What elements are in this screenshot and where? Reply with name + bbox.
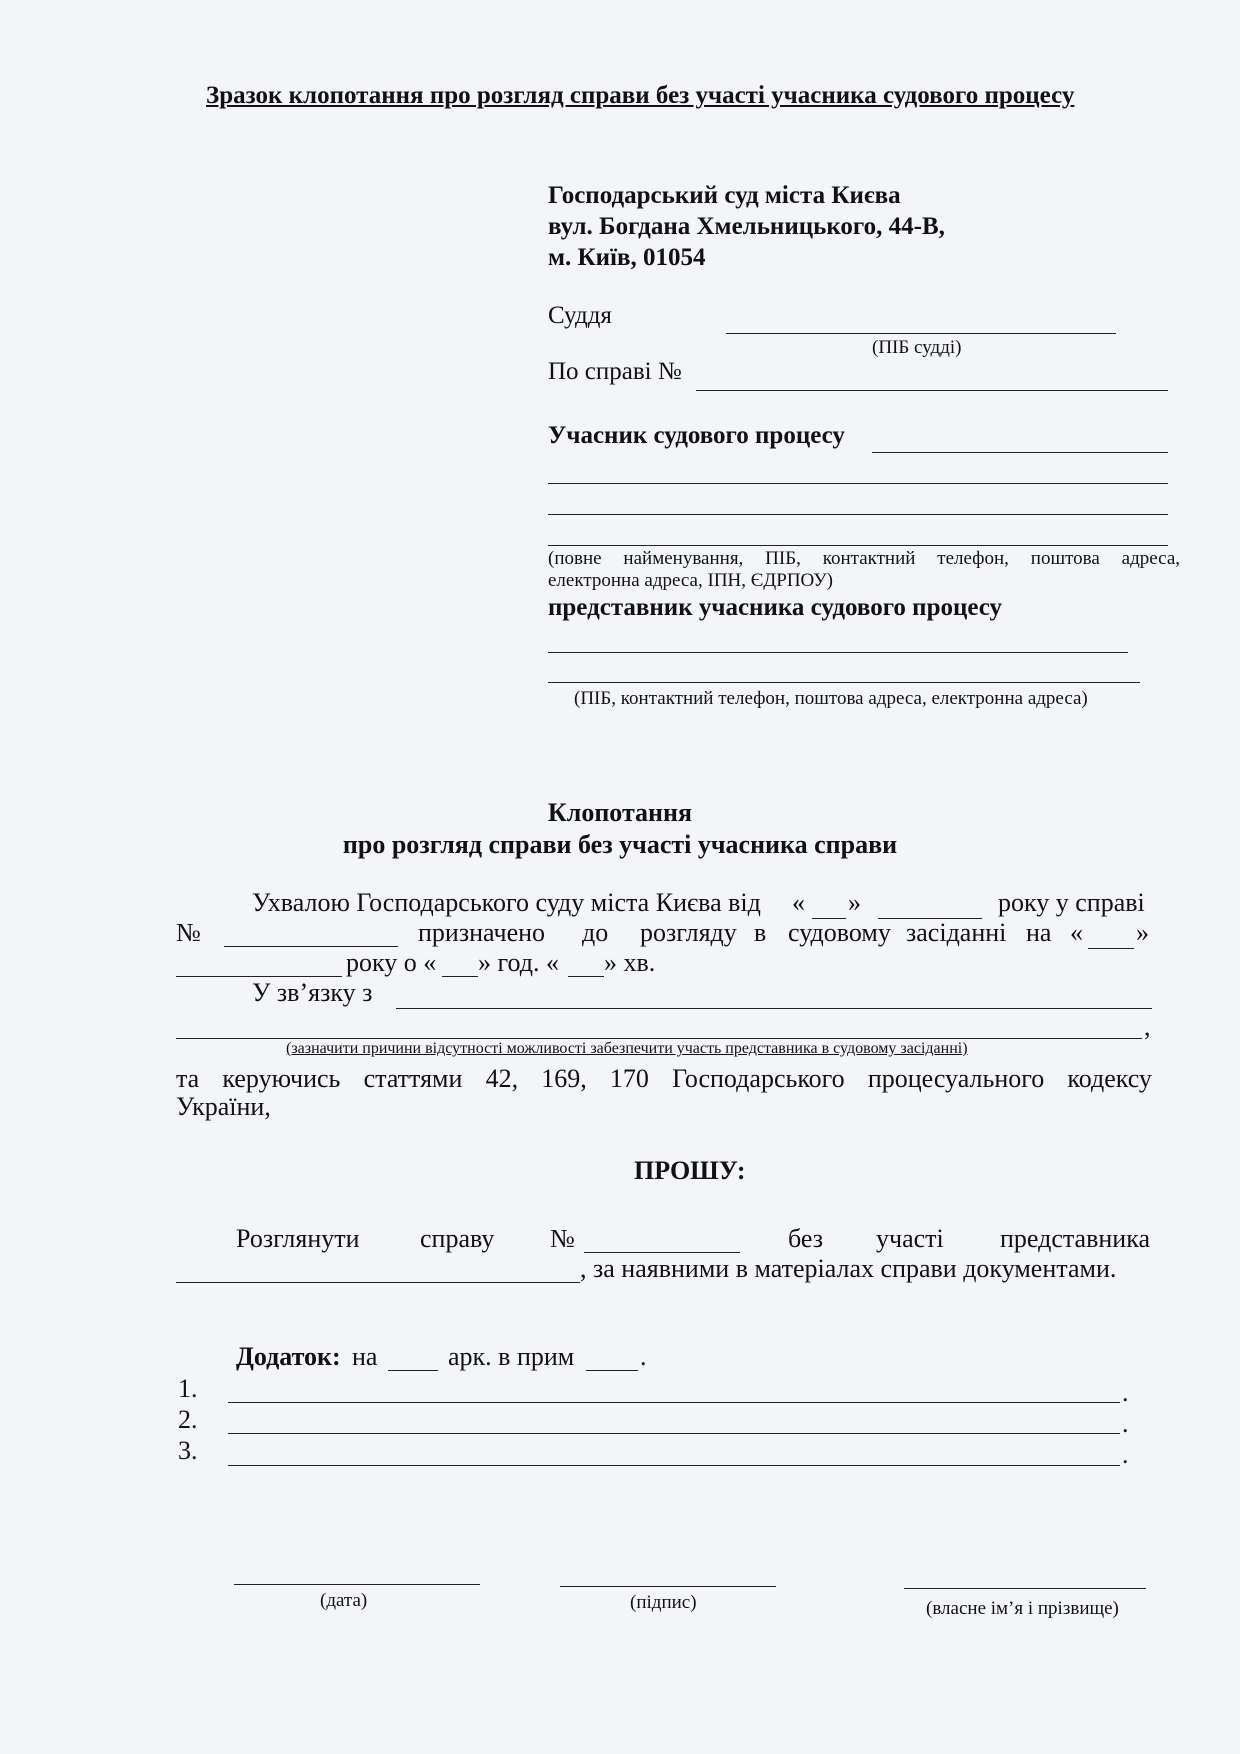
attachment-item-3-line[interactable] [228, 1465, 1120, 1466]
body-p2-num: № [176, 918, 201, 947]
body-p3-minute-line[interactable] [568, 976, 604, 977]
participant-line-1[interactable] [872, 452, 1168, 453]
attachment-item-2-end: . [1122, 1409, 1129, 1438]
name-line[interactable] [904, 1588, 1146, 1589]
body-p3-a: року о « [346, 948, 437, 977]
articles-word: статтями [363, 1064, 463, 1093]
name-hint: (власне ім’я і прізвище) [926, 1598, 1119, 1619]
attachment-copies-line[interactable] [586, 1370, 638, 1371]
request-word-2: справу [420, 1224, 495, 1253]
body-p1-quote-open: « [792, 888, 805, 917]
request-word-5: участі [876, 1224, 944, 1253]
body-p2-e: судовому [788, 918, 891, 947]
judge-hint: (ПІБ судді) [872, 337, 962, 358]
judge-name-line[interactable] [726, 333, 1116, 334]
request-word-4: без [788, 1224, 824, 1253]
articles-line-1 [176, 1064, 1152, 1094]
representative-line-2[interactable] [548, 682, 1140, 683]
participant-line-4[interactable] [548, 545, 1168, 546]
request-case-line[interactable] [584, 1252, 740, 1253]
attachment-item-1-num: 1. [178, 1374, 198, 1403]
articles-line-2: України, [176, 1092, 271, 1121]
body-p2-i: » [1136, 918, 1149, 947]
petition-title: Клопотання [547, 798, 693, 827]
participant-line-3[interactable] [548, 514, 1168, 515]
attachment-label: Додаток: [236, 1342, 341, 1371]
court-name: Господарський суд міста Києва [548, 182, 901, 209]
request-representative-line[interactable] [176, 1282, 580, 1283]
body-p3-hour-line[interactable] [442, 976, 478, 977]
representative-line-1[interactable] [548, 652, 1128, 653]
reason-line-1[interactable] [396, 1008, 1152, 1009]
body-p2-a: призначено [418, 918, 546, 947]
attachment-item-2-num: 2. [178, 1405, 198, 1434]
request-title: ПРОШУ: [634, 1156, 746, 1185]
articles-word: 42, [485, 1064, 519, 1093]
articles-word: 170 [609, 1064, 649, 1093]
participant-hint-1: (повне найменування, ПІБ, контактний телефон, поштова адреса, [548, 548, 1180, 569]
body-p1-b: року у справі [998, 888, 1145, 917]
document-header-title: Зразок клопотання про розгляд справи без участі учасника судового процесу [206, 82, 1075, 109]
case-number-line[interactable] [696, 390, 1168, 391]
reason-label: У зв’язку з [252, 978, 373, 1007]
attachment-item-1-end: . [1122, 1378, 1129, 1407]
attachment-item-1-line[interactable] [228, 1402, 1120, 1403]
request-word-1: Розглянути [236, 1224, 360, 1253]
participant-label: Учасник судового процесу [548, 422, 845, 449]
request-word-6: представника [1000, 1224, 1150, 1253]
body-p2-day-line[interactable] [1088, 948, 1134, 949]
representative-label: представник учасника судового процесу [548, 594, 1003, 621]
reason-comma: , [1144, 1012, 1151, 1041]
articles-word: Господарського [672, 1064, 845, 1093]
signature-line[interactable] [560, 1586, 776, 1587]
body-p1-quote-close: » [848, 888, 861, 917]
body-p2-g: на [1026, 918, 1052, 947]
attachment-sheets-line[interactable] [388, 1370, 438, 1371]
petition-subtitle: про розгляд справи без участі учасника справи [342, 830, 898, 859]
attachment-text-a: на [352, 1342, 378, 1371]
body-p2-d: в [754, 918, 767, 947]
request-word-3: № [550, 1224, 575, 1253]
request-l2-tail: , за наявними в матеріалах справи документами. [580, 1254, 1117, 1283]
body-p3-c: » хв. [604, 948, 656, 977]
body-p1-a: Ухвалою Господарського суду міста Києва від [252, 888, 761, 917]
judge-label: Суддя [548, 302, 612, 329]
articles-word: 169, [541, 1064, 587, 1093]
body-p3-b: » год. « [478, 948, 559, 977]
body-p2-b: до [582, 918, 609, 947]
reason-hint: (зазначити причини відсутності можливості забезпечити участь представника в судовому засіданні) [286, 1040, 968, 1057]
body-p3-date-line[interactable] [176, 976, 342, 977]
body-p2-c: розгляду [640, 918, 737, 947]
body-p2-f: засіданні [906, 918, 1007, 947]
date-line[interactable] [234, 1584, 480, 1585]
reason-line-2[interactable] [176, 1038, 1142, 1039]
articles-word: та [176, 1064, 200, 1093]
representative-hint: (ПІБ, контактний телефон, поштова адреса, електронна адреса) [574, 688, 1088, 709]
articles-word: керуючись [222, 1064, 341, 1093]
body-p2-case-line[interactable] [224, 946, 398, 947]
attachment-item-2-line[interactable] [228, 1433, 1120, 1434]
attachment-text-b: арк. в прим [448, 1342, 575, 1371]
attachment-text-c: . [640, 1342, 647, 1371]
attachment-item-3-num: 3. [178, 1436, 198, 1465]
participant-line-2[interactable] [548, 483, 1168, 484]
articles-word: кодексу [1067, 1064, 1152, 1093]
date-hint: (дата) [320, 1590, 368, 1611]
case-label: По справі № [548, 358, 682, 385]
body-p2-h: « [1070, 918, 1083, 947]
attachment-item-3-end: . [1122, 1440, 1129, 1469]
signature-hint: (підпис) [630, 1592, 697, 1613]
participant-hint-2: електронна адреса, ІПН, ЄДРПОУ) [548, 570, 833, 591]
court-city: м. Київ, 01054 [548, 244, 706, 271]
court-street: вул. Богдана Хмельницького, 44-В, [548, 213, 945, 240]
articles-word: процесуального [867, 1064, 1045, 1093]
